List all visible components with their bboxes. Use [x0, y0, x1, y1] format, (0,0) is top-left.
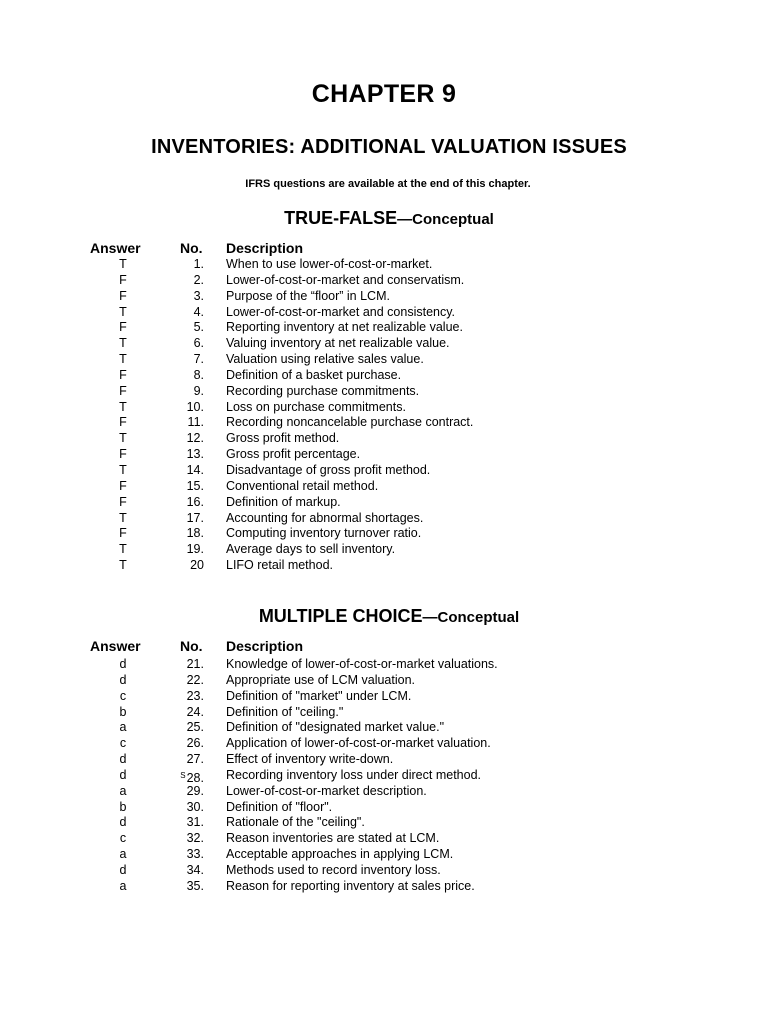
description-cell: Computing inventory turnover ratio.: [226, 526, 422, 541]
multiple-choice-list: [0, 657, 768, 895]
description-cell: Gross profit percentage.: [226, 447, 361, 462]
true-false-section-title: [0, 208, 768, 229]
number-cell: 32.: [186, 831, 204, 846]
number-cell: 5.: [193, 320, 204, 335]
true-false-answer-header: Answer: [90, 240, 141, 256]
description-cell: Lower-of-cost-or-market and consistency.: [226, 304, 456, 319]
table-row: [0, 368, 768, 384]
number-cell: 15.: [186, 478, 204, 493]
answer-cell: F: [119, 447, 127, 462]
description-cell: Reporting inventory at net realizable value.: [226, 320, 463, 335]
answer-cell: d: [119, 815, 127, 830]
answer-cell: d: [119, 657, 127, 671]
true-false-title: TRUE-FALSE: [284, 208, 398, 228]
multiple-choice-title: MULTIPLE CHOICE: [258, 606, 423, 626]
answer-cell: a: [119, 878, 127, 893]
number-cell: 7.: [193, 352, 204, 367]
description-cell: When to use lower-of-cost-or-market.: [226, 257, 433, 271]
table-row: [0, 657, 768, 673]
description-cell: Methods used to record inventory loss.: [226, 862, 441, 877]
number-cell: 14.: [186, 462, 204, 477]
number-cell: 1.: [193, 257, 204, 271]
table-row: [0, 305, 768, 321]
table-row: [0, 673, 768, 689]
answer-cell: T: [119, 336, 127, 351]
description-cell: Knowledge of lower-of-cost-or-market valuations.: [226, 657, 498, 671]
number-cell: 24.: [186, 704, 204, 719]
number-cell: 23.: [186, 688, 204, 703]
description-cell: Effect of inventory write-down.: [226, 752, 394, 767]
table-row: [0, 752, 768, 768]
multiple-choice-number-header: No.: [180, 638, 203, 654]
number-cell: 8.: [193, 367, 204, 382]
description-cell: Rationale of the "ceiling".: [226, 815, 365, 830]
description-cell: Definition of "floor".: [226, 799, 333, 814]
description-cell: Recording noncancelable purchase contract.: [226, 415, 474, 430]
number-cell: 3.: [193, 288, 204, 303]
table-row: [0, 815, 768, 831]
number-cell: 35.: [186, 878, 204, 893]
description-cell: Lower-of-cost-or-market description.: [226, 783, 427, 798]
table-row: [0, 415, 768, 431]
table-row: [0, 511, 768, 527]
description-cell: LIFO retail method.: [226, 558, 333, 573]
number-cell: 20: [190, 558, 204, 573]
number-cell: 17.: [186, 510, 204, 525]
answer-cell: d: [119, 752, 127, 767]
table-row: [0, 526, 768, 542]
table-row: [0, 689, 768, 705]
multiple-choice-section-title: [0, 606, 768, 627]
answer-cell: F: [119, 526, 127, 541]
number-cell: 27.: [186, 752, 204, 767]
number-cell: 34.: [186, 862, 204, 877]
number-value: 28.: [186, 770, 204, 785]
description-cell: Loss on purchase commitments.: [226, 399, 406, 414]
table-row: [0, 320, 768, 336]
description-cell: Definition of a basket purchase.: [226, 367, 402, 382]
number-cell: 9.: [193, 383, 204, 398]
description-cell: Application of lower-of-cost-or-market valuation.: [226, 736, 491, 751]
table-row: [0, 879, 768, 895]
number-prefix: S: [180, 770, 186, 780]
number-cell: 30.: [186, 799, 204, 814]
answer-cell: T: [119, 510, 127, 525]
answer-cell: F: [119, 494, 127, 509]
answer-cell: d: [119, 862, 127, 877]
description-cell: Lower-of-cost-or-market and conservatism.: [226, 272, 465, 287]
description-cell: Reason for reporting inventory at sales price.: [226, 878, 475, 893]
answer-cell: b: [119, 704, 127, 719]
table-row: [0, 736, 768, 752]
description-cell: Accounting for abnormal shortages.: [226, 510, 424, 525]
description-cell: Definition of "ceiling.": [226, 704, 344, 719]
description-cell: Valuation using relative sales value.: [226, 352, 424, 367]
answer-cell: T: [119, 352, 127, 367]
answer-cell: F: [119, 383, 127, 398]
answer-cell: T: [119, 542, 127, 557]
number-cell: 6.: [193, 336, 204, 351]
description-cell: Acceptable approaches in applying LCM.: [226, 847, 454, 862]
table-row: [0, 542, 768, 558]
answer-cell: F: [119, 478, 127, 493]
table-row: [0, 273, 768, 289]
number-cell: 31.: [186, 815, 204, 830]
table-row: [0, 495, 768, 511]
answer-cell: c: [119, 831, 127, 846]
description-cell: Reason inventories are stated at LCM.: [226, 831, 440, 846]
chapter-subtitle: INVENTORIES: ADDITIONAL VALUATION ISSUES: [151, 136, 627, 158]
description-cell: Purpose of the “floor” in LCM.: [226, 288, 390, 303]
answer-cell: T: [119, 257, 127, 271]
number-cell: 21.: [186, 657, 204, 671]
description-cell: Disadvantage of gross profit method.: [226, 462, 431, 477]
ifrs-note: IFRS questions are available at the end of this chapter.: [245, 178, 531, 190]
true-false-number-header: No.: [180, 240, 203, 256]
answer-cell: F: [119, 320, 127, 335]
table-row: [0, 705, 768, 721]
description-cell: Recording inventory loss under direct method.: [226, 767, 481, 782]
number-cell: 13.: [186, 447, 204, 462]
table-row: [0, 352, 768, 368]
table-row: [0, 400, 768, 416]
multiple-choice-answer-header: Answer: [90, 638, 141, 654]
number-cell: 4.: [193, 304, 204, 319]
multiple-choice-subtitle: —Conceptual: [422, 609, 520, 626]
description-cell: Appropriate use of LCM valuation.: [226, 672, 415, 687]
number-cell: 33.: [186, 847, 204, 862]
number-cell: 11.: [187, 415, 204, 430]
answer-cell: F: [119, 288, 127, 303]
table-row: [0, 720, 768, 736]
number-cell: 12.: [186, 431, 204, 446]
table-row: [0, 558, 768, 574]
table-row: [0, 831, 768, 847]
description-cell: Definition of "market" under LCM.: [226, 688, 412, 703]
number-cell: 2.: [193, 272, 204, 287]
description-cell: Conventional retail method.: [226, 478, 379, 493]
true-false-subtitle: —Conceptual: [397, 211, 494, 228]
table-row: [0, 863, 768, 879]
answer-cell: c: [119, 736, 127, 751]
number-cell: 10.: [186, 399, 204, 414]
chapter-title: CHAPTER 9: [311, 80, 457, 108]
description-cell: Recording purchase commitments.: [226, 383, 420, 398]
description-cell: Average days to sell inventory.: [226, 542, 396, 557]
number-cell: 25.: [186, 720, 204, 735]
true-false-description-header: Description: [226, 240, 304, 256]
table-row: [0, 289, 768, 305]
table-row: [0, 784, 768, 800]
table-row: [0, 800, 768, 816]
description-cell: Gross profit method.: [226, 431, 340, 446]
answer-cell: F: [119, 415, 127, 430]
table-row: [0, 847, 768, 863]
table-row: [0, 463, 768, 479]
table-row: [0, 768, 768, 784]
true-false-list: [0, 257, 768, 574]
answer-cell: T: [119, 431, 127, 446]
answer-cell: a: [119, 847, 127, 862]
answer-cell: d: [119, 672, 127, 687]
table-row: [0, 336, 768, 352]
answer-cell: T: [119, 399, 127, 414]
number-cell: 26.: [186, 736, 204, 751]
table-row: [0, 431, 768, 447]
answer-cell: T: [119, 462, 127, 477]
description-cell: Valuing inventory at net realizable value.: [226, 336, 450, 351]
number-cell: 22.: [186, 672, 204, 687]
description-cell: Definition of "designated market value.": [226, 720, 445, 735]
answer-cell: F: [119, 272, 127, 287]
table-row: [0, 257, 768, 273]
table-row: [0, 384, 768, 400]
table-row: [0, 447, 768, 463]
number-cell: 19.: [186, 542, 204, 557]
number-cell: 16.: [186, 494, 204, 509]
table-row: [0, 479, 768, 495]
answer-cell: b: [119, 799, 127, 814]
number-cell: 29.: [186, 783, 204, 798]
answer-cell: T: [119, 304, 127, 319]
answer-cell: a: [119, 783, 127, 798]
answer-cell: c: [119, 688, 127, 703]
answer-cell: a: [119, 720, 127, 735]
answer-cell: d: [119, 767, 127, 782]
number-cell: 18.: [186, 526, 204, 541]
description-cell: Definition of markup.: [226, 494, 341, 509]
answer-cell: F: [119, 367, 127, 382]
multiple-choice-description-header: Description: [226, 638, 304, 654]
answer-cell: T: [119, 558, 127, 573]
